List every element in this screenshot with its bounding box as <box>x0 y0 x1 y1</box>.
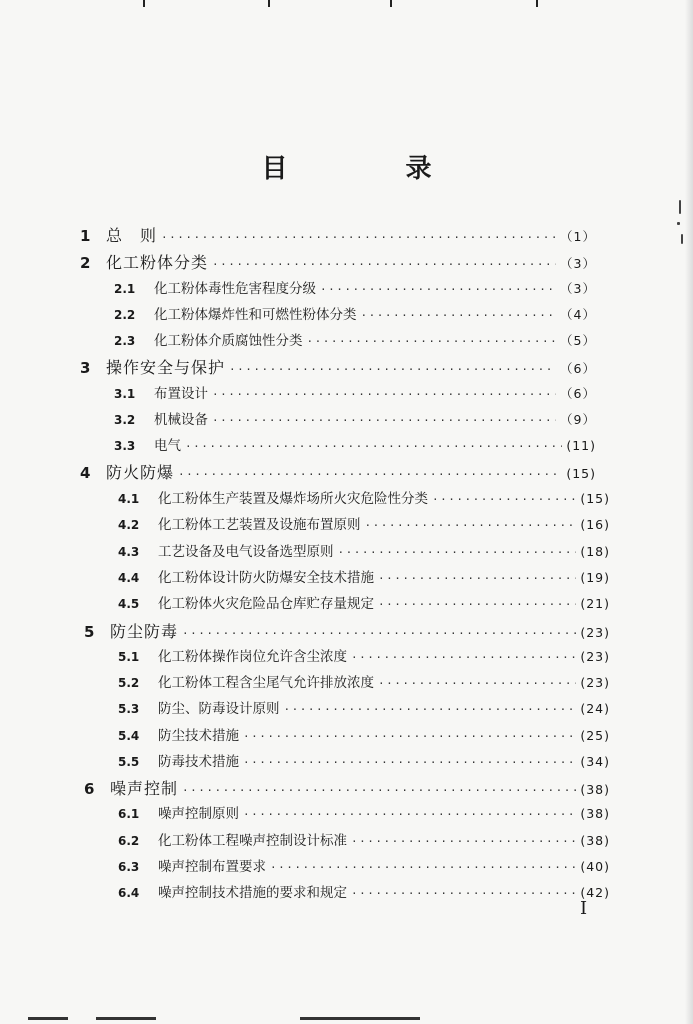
toc-entry-title: 防火防爆 <box>106 463 175 482</box>
toc-leader-dots <box>432 494 576 505</box>
toc-leader-dots <box>378 678 576 689</box>
toc-leader-dots <box>284 704 577 715</box>
toc-page-number: (23) <box>580 675 610 690</box>
toc-section-entry[interactable] <box>118 592 610 612</box>
toc-leader-dots <box>185 441 562 452</box>
toc-leader-dots <box>270 862 576 873</box>
toc-entry-title: 化工粉体工艺装置及设施布置原则 <box>158 517 361 533</box>
toc-entry-number: 1 <box>80 227 91 245</box>
toc-chapter-entry[interactable] <box>84 619 610 642</box>
toc-leader-dots <box>243 757 576 768</box>
toc-page-number: (38) <box>580 782 610 797</box>
toc-section-entry[interactable] <box>118 855 610 875</box>
toc-entry-number: 3 <box>80 359 91 377</box>
toc-section-entry[interactable] <box>118 750 610 770</box>
toc-entry-number: 5.3 <box>118 702 140 716</box>
toc-leader-dots <box>307 336 557 347</box>
toc-page-number: (23) <box>580 625 610 640</box>
toc-leader-dots <box>161 232 556 243</box>
toc-entry-number: 6.1 <box>118 807 140 821</box>
toc-section-entry[interactable] <box>114 277 596 297</box>
toc-entry-number: 5.4 <box>118 729 140 743</box>
page-title: 目 录 <box>261 154 478 184</box>
toc-leader-dots <box>351 836 576 847</box>
toc-page-number: (25) <box>580 728 610 743</box>
toc-page-number: (16) <box>580 517 610 532</box>
toc-leader-dots <box>365 520 577 531</box>
toc-section-entry[interactable] <box>114 329 596 349</box>
toc-page-number: （9） <box>560 412 596 427</box>
toc-entry-title: 化工粉体设计防火防爆安全技术措施 <box>158 570 374 586</box>
toc-section-entry[interactable] <box>118 829 610 849</box>
toc-page-number: （6） <box>560 361 596 376</box>
toc-entry-title: 噪声控制技术措施的要求和规定 <box>158 885 347 901</box>
toc-chapter-entry[interactable] <box>80 460 596 483</box>
toc-entry-title: 防尘技术措施 <box>158 728 239 744</box>
toc-entry-number: 5.2 <box>118 676 140 690</box>
toc-entry-title: 防尘、防毒设计原则 <box>158 701 280 717</box>
toc-entry-title: 总 则 <box>106 226 158 245</box>
toc-page-number: (40) <box>580 859 610 874</box>
toc-entry-title: 化工粉体生产装置及爆炸场所火灾危险性分类 <box>158 491 428 507</box>
toc-leader-dots <box>351 652 576 663</box>
toc-entry-number: 4.2 <box>118 518 140 532</box>
toc-entry-title: 化工粉体介质腐蚀性分类 <box>154 333 303 349</box>
toc-entry-number: 4.1 <box>118 492 140 506</box>
toc-section-entry[interactable] <box>118 513 610 533</box>
toc-entry-number: 6.3 <box>118 860 140 874</box>
toc-page-number: （3） <box>560 281 596 296</box>
toc-leader-dots <box>378 573 576 584</box>
toc-entry-number: 5 <box>84 623 95 641</box>
toc-entry-title: 化工粉体爆炸性和可燃性粉体分类 <box>154 307 357 323</box>
toc-chapter-entry[interactable] <box>80 250 596 273</box>
toc-section-entry[interactable] <box>114 408 596 428</box>
toc-leader-dots <box>178 469 562 480</box>
toc-section-entry[interactable] <box>114 303 596 323</box>
scan-bottom-mark <box>300 1017 420 1020</box>
toc-leader-dots <box>351 888 576 899</box>
toc-page-number: （5） <box>560 333 596 348</box>
toc-section-entry[interactable] <box>118 540 610 560</box>
toc-chapter-entry[interactable] <box>84 776 610 799</box>
toc-page-number: （4） <box>560 307 596 322</box>
toc-leader-dots <box>338 547 577 558</box>
toc-entry-number: 4.3 <box>118 545 140 559</box>
toc-leader-dots <box>212 259 556 270</box>
toc-entry-number: 5.5 <box>118 755 140 769</box>
scan-edge-marks <box>0 0 693 10</box>
toc-entry-title: 电气 <box>154 438 181 454</box>
toc-entry-title: 化工粉体分类 <box>106 253 209 272</box>
toc-section-entry[interactable] <box>118 645 610 665</box>
toc-page-number: （6） <box>560 386 596 401</box>
toc-section-entry[interactable] <box>118 566 610 586</box>
toc-page-number: (38) <box>580 833 610 848</box>
toc-page-number: (11) <box>566 438 596 453</box>
toc-page-number: (15) <box>580 491 610 506</box>
toc-page-number: (38) <box>580 806 610 821</box>
toc-entry-number: 4.5 <box>118 597 140 611</box>
toc-entry-number: 3.3 <box>114 439 136 453</box>
toc-page-number: (23) <box>580 649 610 664</box>
toc-page-number: (19) <box>580 570 610 585</box>
toc-leader-dots <box>243 809 576 820</box>
toc-entry-number: 3.2 <box>114 413 136 427</box>
toc-entry-title: 操作安全与保护 <box>106 358 226 377</box>
toc-page-number: (15) <box>566 466 596 481</box>
toc-entry-title: 噪声控制原则 <box>158 806 239 822</box>
toc-entry-number: 3.1 <box>114 387 136 401</box>
toc-leader-dots <box>378 599 576 610</box>
toc-chapter-entry[interactable] <box>80 355 596 378</box>
toc-page-number: (34) <box>580 754 610 769</box>
toc-chapter-entry[interactable] <box>80 223 596 246</box>
toc-entry-title: 防毒技术措施 <box>158 754 239 770</box>
toc-entry-title: 布置设计 <box>154 386 208 402</box>
toc-entry-title: 化工粉体火灾危险品仓库贮存量规定 <box>158 596 374 612</box>
toc-entry-number: 2.3 <box>114 334 136 348</box>
toc-section-entry[interactable] <box>114 434 596 454</box>
toc-entry-number: 4.4 <box>118 571 140 585</box>
toc-leader-dots <box>212 415 556 426</box>
toc-section-entry[interactable] <box>118 802 610 822</box>
scan-specks <box>677 200 687 260</box>
toc-entry-title: 工艺设备及电气设备选型原则 <box>158 544 334 560</box>
toc-page-number: (18) <box>580 544 610 559</box>
toc-section-entry[interactable] <box>118 487 610 507</box>
scan-bottom-mark <box>28 1017 68 1020</box>
toc-entry-number: 2 <box>80 254 91 272</box>
toc-entry-title: 化工粉体工程含尘尾气允许排放浓度 <box>158 675 374 691</box>
toc-section-entry[interactable] <box>118 697 610 717</box>
toc-leader-dots <box>361 310 557 321</box>
toc-entry-number: 2.2 <box>114 308 136 322</box>
toc-leader-dots <box>243 731 576 742</box>
toc-section-entry[interactable] <box>114 382 596 402</box>
toc-entry-title: 噪声控制布置要求 <box>158 859 266 875</box>
toc-page-number: (42) <box>580 885 610 900</box>
toc-leader-dots <box>320 284 556 295</box>
toc-entry-number: 2.1 <box>114 282 136 296</box>
scan-bottom-mark <box>96 1017 156 1020</box>
toc-entry-title: 化工粉体工程噪声控制设计标准 <box>158 833 347 849</box>
page-folio: I <box>580 898 588 919</box>
toc-section-entry[interactable] <box>118 671 610 691</box>
toc-page-number: （1） <box>560 229 596 244</box>
toc-entry-number: 4 <box>80 464 91 482</box>
toc-leader-dots <box>229 364 556 375</box>
toc-entry-title: 噪声控制 <box>110 779 179 798</box>
toc-entry-title: 防尘防毒 <box>110 622 179 641</box>
toc-leader-dots <box>182 785 576 796</box>
toc-page-number: (24) <box>580 701 610 716</box>
toc-section-entry[interactable] <box>118 881 610 901</box>
toc-page-number: (21) <box>580 596 610 611</box>
toc-page-number: （3） <box>560 256 596 271</box>
toc-section-entry[interactable] <box>118 724 610 744</box>
toc-entry-title: 化工粉体毒性危害程度分级 <box>154 281 316 297</box>
toc-entry-number: 6.2 <box>118 834 140 848</box>
toc-leader-dots <box>182 628 576 639</box>
toc-entry-number: 6.4 <box>118 886 140 900</box>
toc-entry-title: 化工粉体操作岗位允许含尘浓度 <box>158 649 347 665</box>
toc-entry-title: 机械设备 <box>154 412 208 428</box>
toc-entry-number: 5.1 <box>118 650 140 664</box>
toc-entry-number: 6 <box>84 780 95 798</box>
toc-leader-dots <box>212 389 556 400</box>
